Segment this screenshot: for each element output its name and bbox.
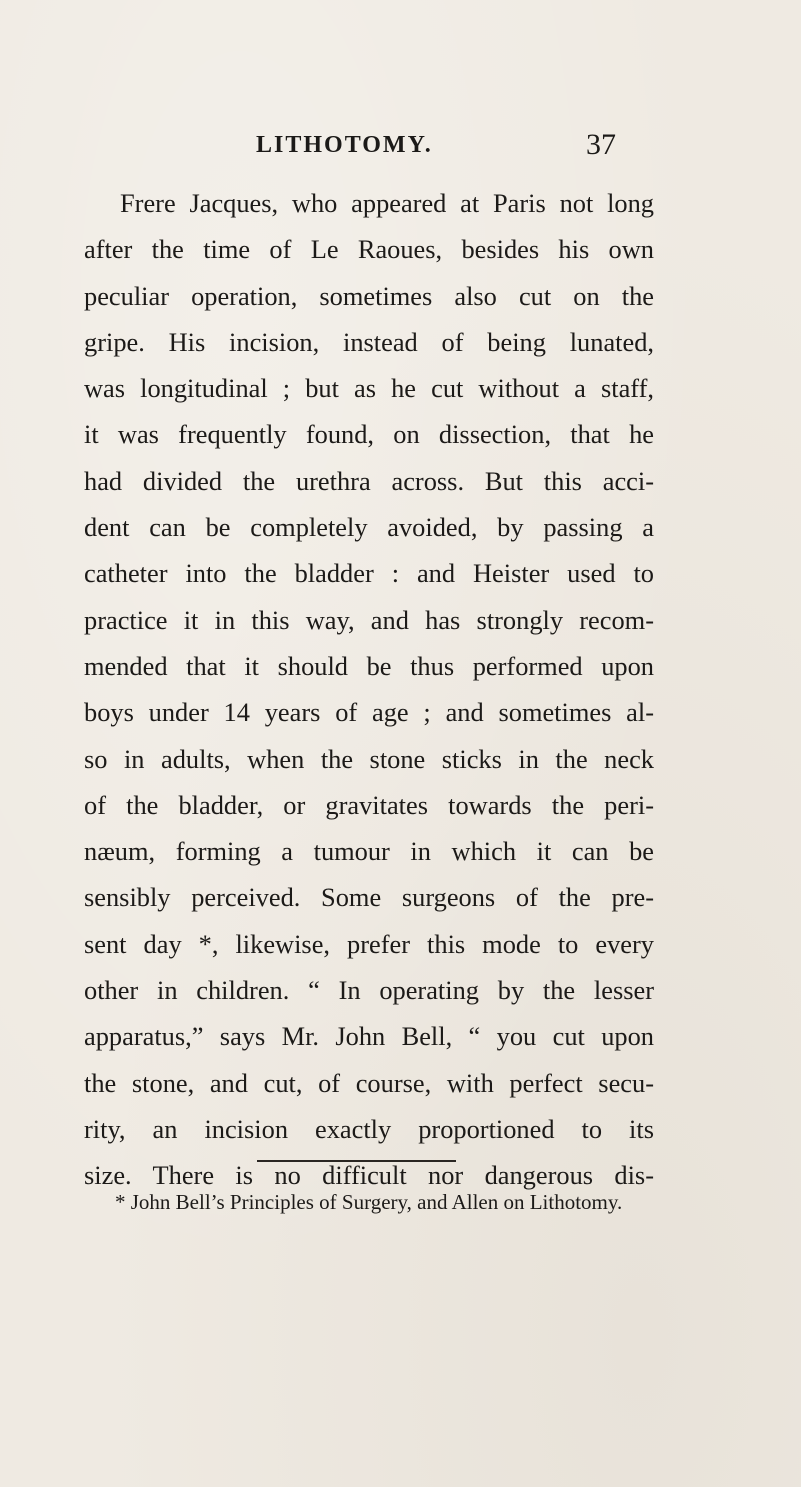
footnote: * John Bell’s Principles of Surgery, and Allen on Lithotomy. — [115, 1190, 623, 1214]
text-line: catheter into the bladder : and Heister used to — [84, 558, 654, 589]
text-line: apparatus,” says Mr. John Bell, “ you cut upon — [84, 1021, 654, 1052]
text-line: boys under 14 years of age ; and sometimes al- — [84, 697, 654, 728]
text-line: so in adults, when the stone sticks in the neck — [84, 743, 654, 774]
running-title: LITHOTOMY. — [256, 132, 433, 158]
text-line: after the time of Le Raoues, besides his own — [84, 234, 654, 265]
text-line: practice it in this way, and has strongly recom- — [84, 604, 654, 635]
text-line: næum, forming a tumour in which it can be — [84, 836, 654, 867]
text-line: was longitudinal ; but as he cut without a staff, — [84, 373, 654, 404]
text-line: sensibly perceived. Some surgeons of the pre- — [84, 882, 654, 913]
text-line: gripe. His incision, instead of being lunated, — [84, 326, 654, 357]
text-line: the stone, and cut, of course, with perfect secu- — [84, 1067, 654, 1098]
text-line: had divided the urethra across. But this acci- — [84, 465, 654, 496]
running-head — [256, 128, 656, 168]
text-line: mended that it should be thus performed upon — [84, 650, 654, 681]
text-line: dent can be completely avoided, by passing a — [84, 512, 654, 543]
page-number: 37 — [586, 128, 616, 161]
text-line: size. There is no difficult nor dangerous dis- — [84, 1160, 654, 1191]
body-text — [84, 180, 654, 1199]
text-line: it was frequently found, on dissection, that he — [84, 419, 654, 450]
footnote-divider — [257, 1160, 456, 1162]
text-line: sent day *, likewise, prefer this mode to every — [84, 928, 654, 959]
text-line: rity, an incision exactly proportioned to its — [84, 1113, 654, 1144]
text-line: Frere Jacques, who appeared at Paris not long — [120, 188, 654, 218]
text-line: of the bladder, or gravitates towards the peri- — [84, 789, 654, 820]
text-line: other in children. “ In operating by the lesser — [84, 975, 654, 1006]
text-line: peculiar operation, sometimes also cut on the — [84, 280, 654, 311]
